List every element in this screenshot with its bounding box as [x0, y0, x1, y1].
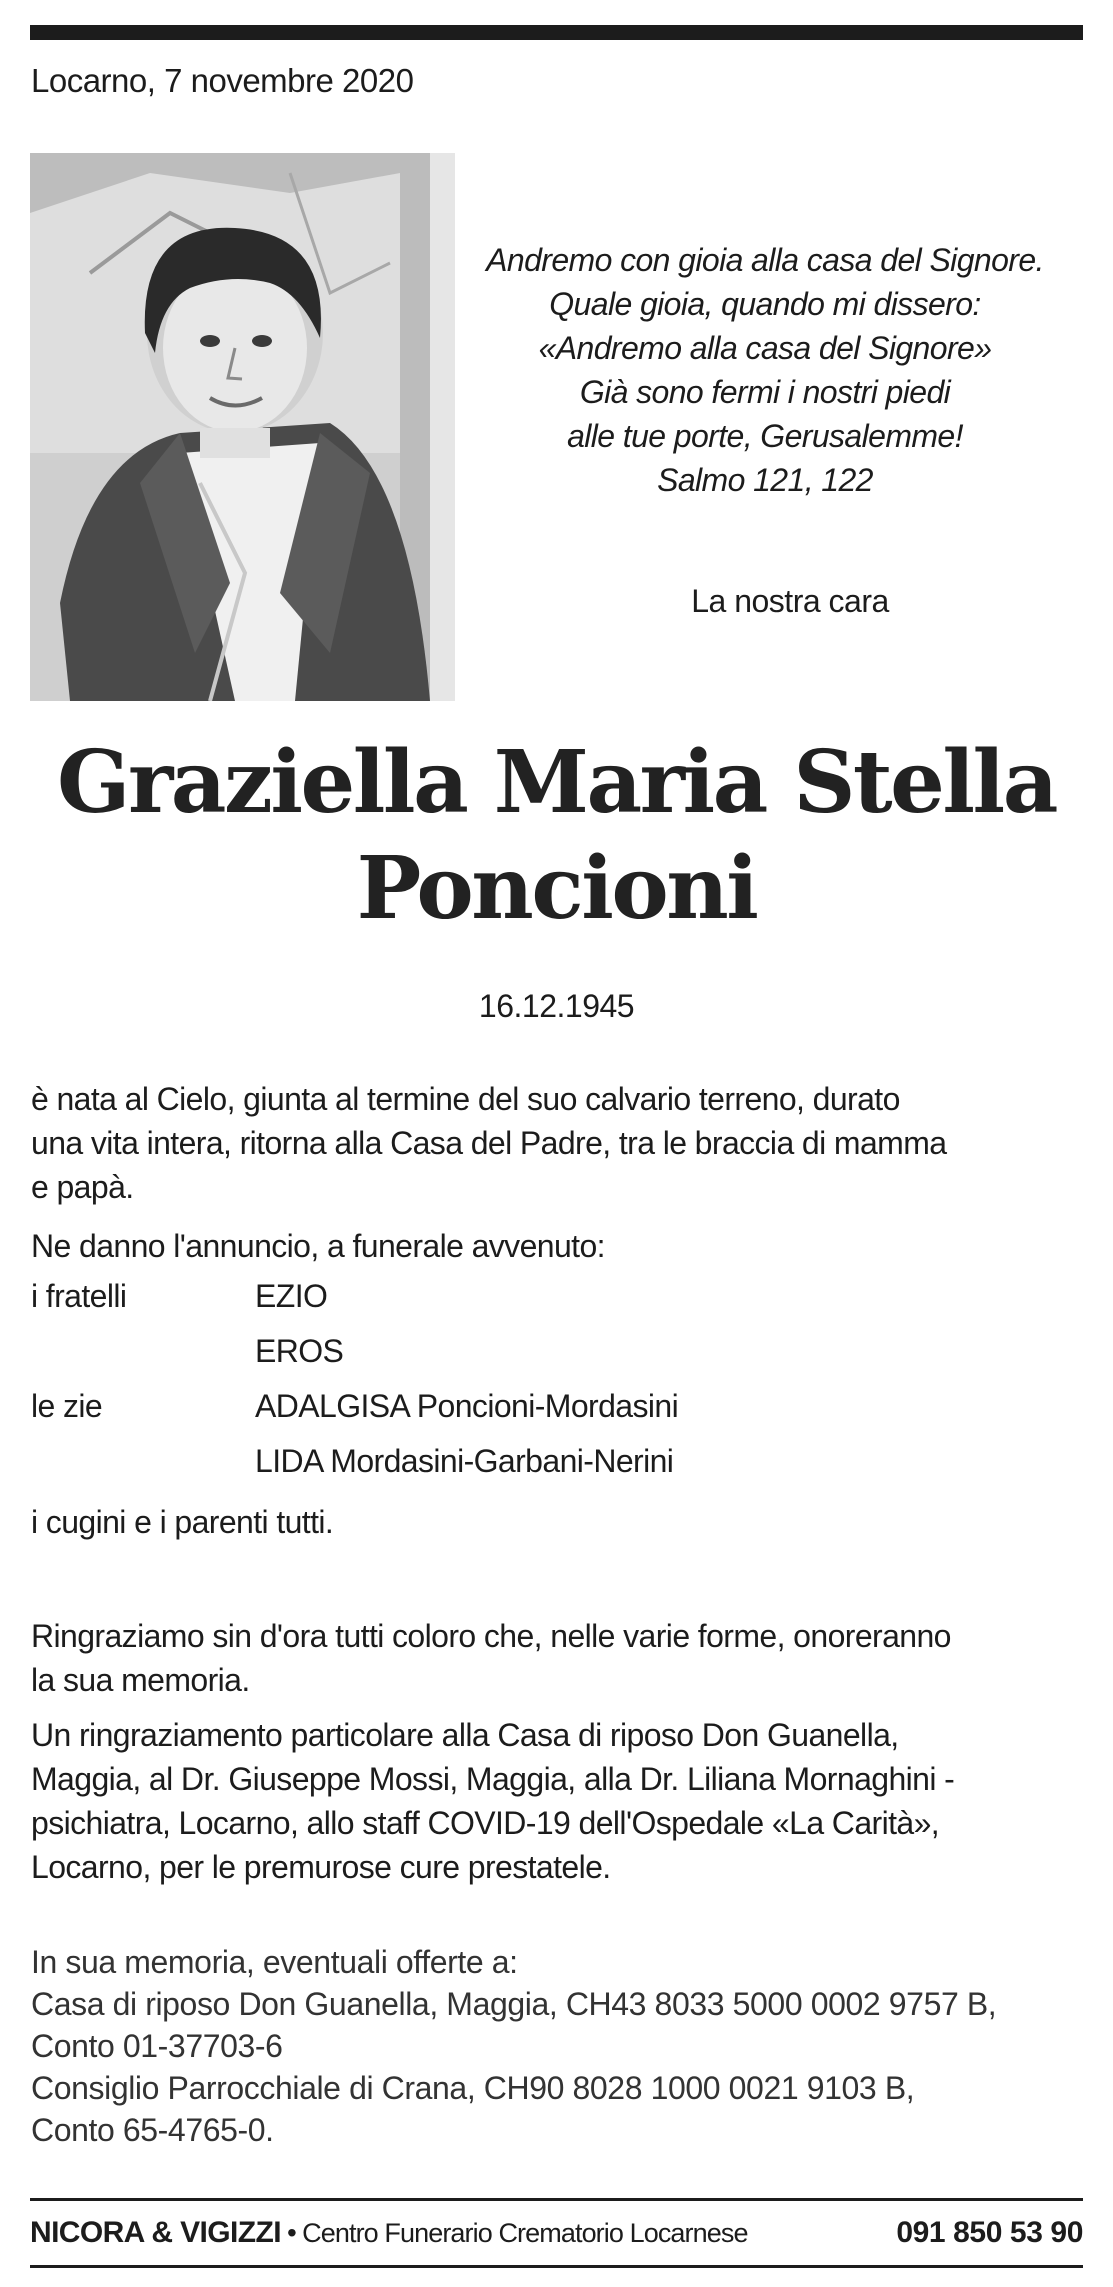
text-line: e papà. — [31, 1169, 134, 1205]
name-surname: Poncioni — [356, 838, 757, 939]
text-line: Conto 01-37703-6 — [31, 2028, 283, 2064]
family-names: EZIO — [255, 1278, 328, 1314]
text-line: Un ringraziamento particolare alla Casa di riposo Don Guanella, — [31, 1717, 899, 1753]
top-rule — [30, 25, 1083, 40]
verse-line: «Andremo alla casa del Signore» — [538, 330, 992, 366]
announcement-paragraph — [31, 1077, 1091, 1209]
footer-rule-bottom — [30, 2265, 1083, 2268]
text-line: psichiatra, Locarno, allo staff COVID-19 dell'Ospedale «La Carità», — [31, 1805, 940, 1841]
text-line: una vita intera, ritorna alla Casa del Padre, tra le braccia di mamma — [31, 1125, 947, 1161]
verse-line: Quale gioia, quando mi dissero: — [549, 286, 981, 322]
verse-line: alle tue porte, Gerusalemme! — [567, 418, 963, 454]
text-line: In sua memoria, eventuali offerte a: — [31, 1944, 518, 1980]
announcement-intro: Ne danno l'annuncio, a funerale avvenuto: — [31, 1228, 605, 1264]
text-line: è nata al Cielo, giunta al termine del suo calvario terreno, durato — [31, 1081, 900, 1117]
dateline: Locarno, 7 novembre 2020 — [31, 62, 414, 99]
text-line: Locarno, per le premurose cure prestatele. — [31, 1849, 611, 1885]
thanks-paragraph — [31, 1614, 1091, 1702]
text-line: Casa di riposo Don Guanella, Maggia, CH43 8033 5000 0002 9757 B, — [31, 1986, 997, 2022]
portrait-photo-icon — [30, 153, 455, 701]
funeral-home-description: Centro Funerario Crematorio Locarnese — [302, 2217, 748, 2248]
name-first-line: Graziella Maria Stella — [57, 732, 1056, 833]
funeral-home-phone: 091 850 53 90 — [896, 2216, 1083, 2249]
relatives-line: i cugini e i parenti tutti. — [31, 1504, 334, 1540]
family-names: EROS — [255, 1333, 344, 1369]
birth-date: 16.12.1945 — [478, 988, 635, 1024]
deceased-name — [0, 730, 1113, 942]
text-line: Conto 65-4765-0. — [31, 2112, 274, 2148]
special-thanks-paragraph — [31, 1713, 1091, 1889]
bible-verse — [450, 238, 1080, 502]
verse-line: Già sono fermi i nostri piedi — [579, 374, 951, 410]
text-line: la sua memoria. — [31, 1662, 250, 1698]
verse-reference: Salmo 121, 122 — [657, 462, 873, 498]
intro-text: La nostra cara — [691, 583, 889, 619]
family-names: LIDA Mordasini-Garbani-Nerini — [255, 1443, 674, 1479]
footer — [30, 2203, 1083, 2263]
text-line: Maggia, al Dr. Giuseppe Mossi, Maggia, alla Dr. Liliana Mornaghini - — [31, 1761, 955, 1797]
family-names: ADALGISA Poncioni-Mordasini — [255, 1388, 679, 1424]
memorial-donations — [31, 1941, 1091, 2151]
footer-separator: • — [286, 2217, 297, 2248]
family-relation: le zie — [31, 1388, 103, 1424]
funeral-home-name: NICORA & VIGIZZI — [30, 2216, 281, 2249]
family-relation: i fratelli — [31, 1278, 127, 1314]
text-line: Consiglio Parrocchiale di Crana, CH90 8028 1000 0021 9103 B, — [31, 2070, 915, 2106]
text-line: Ringraziamo sin d'ora tutti coloro che, nelle varie forme, onoreranno — [31, 1618, 951, 1654]
footer-rule-top — [30, 2198, 1083, 2201]
verse-line: Andremo con gioia alla casa del Signore. — [486, 242, 1044, 278]
